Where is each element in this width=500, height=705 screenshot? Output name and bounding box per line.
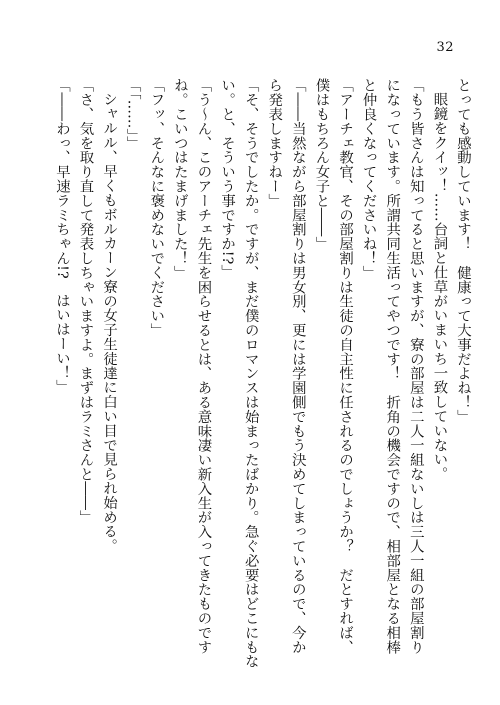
text-line: 「――当然ながら部屋割りは男女別、更には学園側でもう決めてしまっているので、今か [289, 78, 306, 654]
text-line: 「もう皆さんは知ってると思いますが、寮の部屋は二人一組ないしは三人一組の部屋割り [407, 78, 424, 654]
text-line: 「アーチェ教官、その部屋割りは生徒の自主性に任されるのでしょうか？ だとすれば、 [337, 78, 354, 654]
text-line: 「さ、気を取り直して発表しちゃいますよ。まずはラミさんと――」 [77, 78, 94, 525]
text-line: 「う〜ん、このアーチェ先生を困らせるとは、ある意味凄い新入生が入ってきたものです [195, 78, 212, 654]
text-line: と仲良くなってくださいね！」 [360, 78, 377, 280]
text-line: ら発表しますねー」 [266, 78, 283, 208]
page-number: 32 [436, 40, 454, 55]
text-line: になっています。所謂共同生活ってやつです！ 折角の機会ですので、相部屋となる相棒 [384, 78, 401, 654]
text-line: い。と、そういう事ですか!?」 [219, 78, 236, 279]
text-line: とっても感動しています！ 健康って大事だよね！」 [455, 78, 471, 424]
vertical-text-body [18, 78, 474, 690]
text-line: 眼鏡をクイッ！……台詞と仕草がいまいち一致していない。 [431, 92, 448, 482]
text-line: 「「……」」 [124, 78, 141, 150]
text-line: ね。こいつはたまげました！」 [171, 78, 188, 280]
text-line: 「――わっ、早速ラミちゃん!? はいはーい！」 [53, 78, 70, 394]
text-line: シャルル、早くもボルカーン寮の女子生徒達に白い目で見られ始める。 [101, 92, 118, 554]
text-line: 「そ、そうでしたか。ですが、まだ僕のロマンスは始まったばかり。急ぐ必要はどこにもな [242, 78, 259, 669]
text-line: 「フッ、そんなに褒めないでください」 [148, 78, 165, 338]
text-line: 僕はもちろん女子と――」 [313, 78, 330, 251]
